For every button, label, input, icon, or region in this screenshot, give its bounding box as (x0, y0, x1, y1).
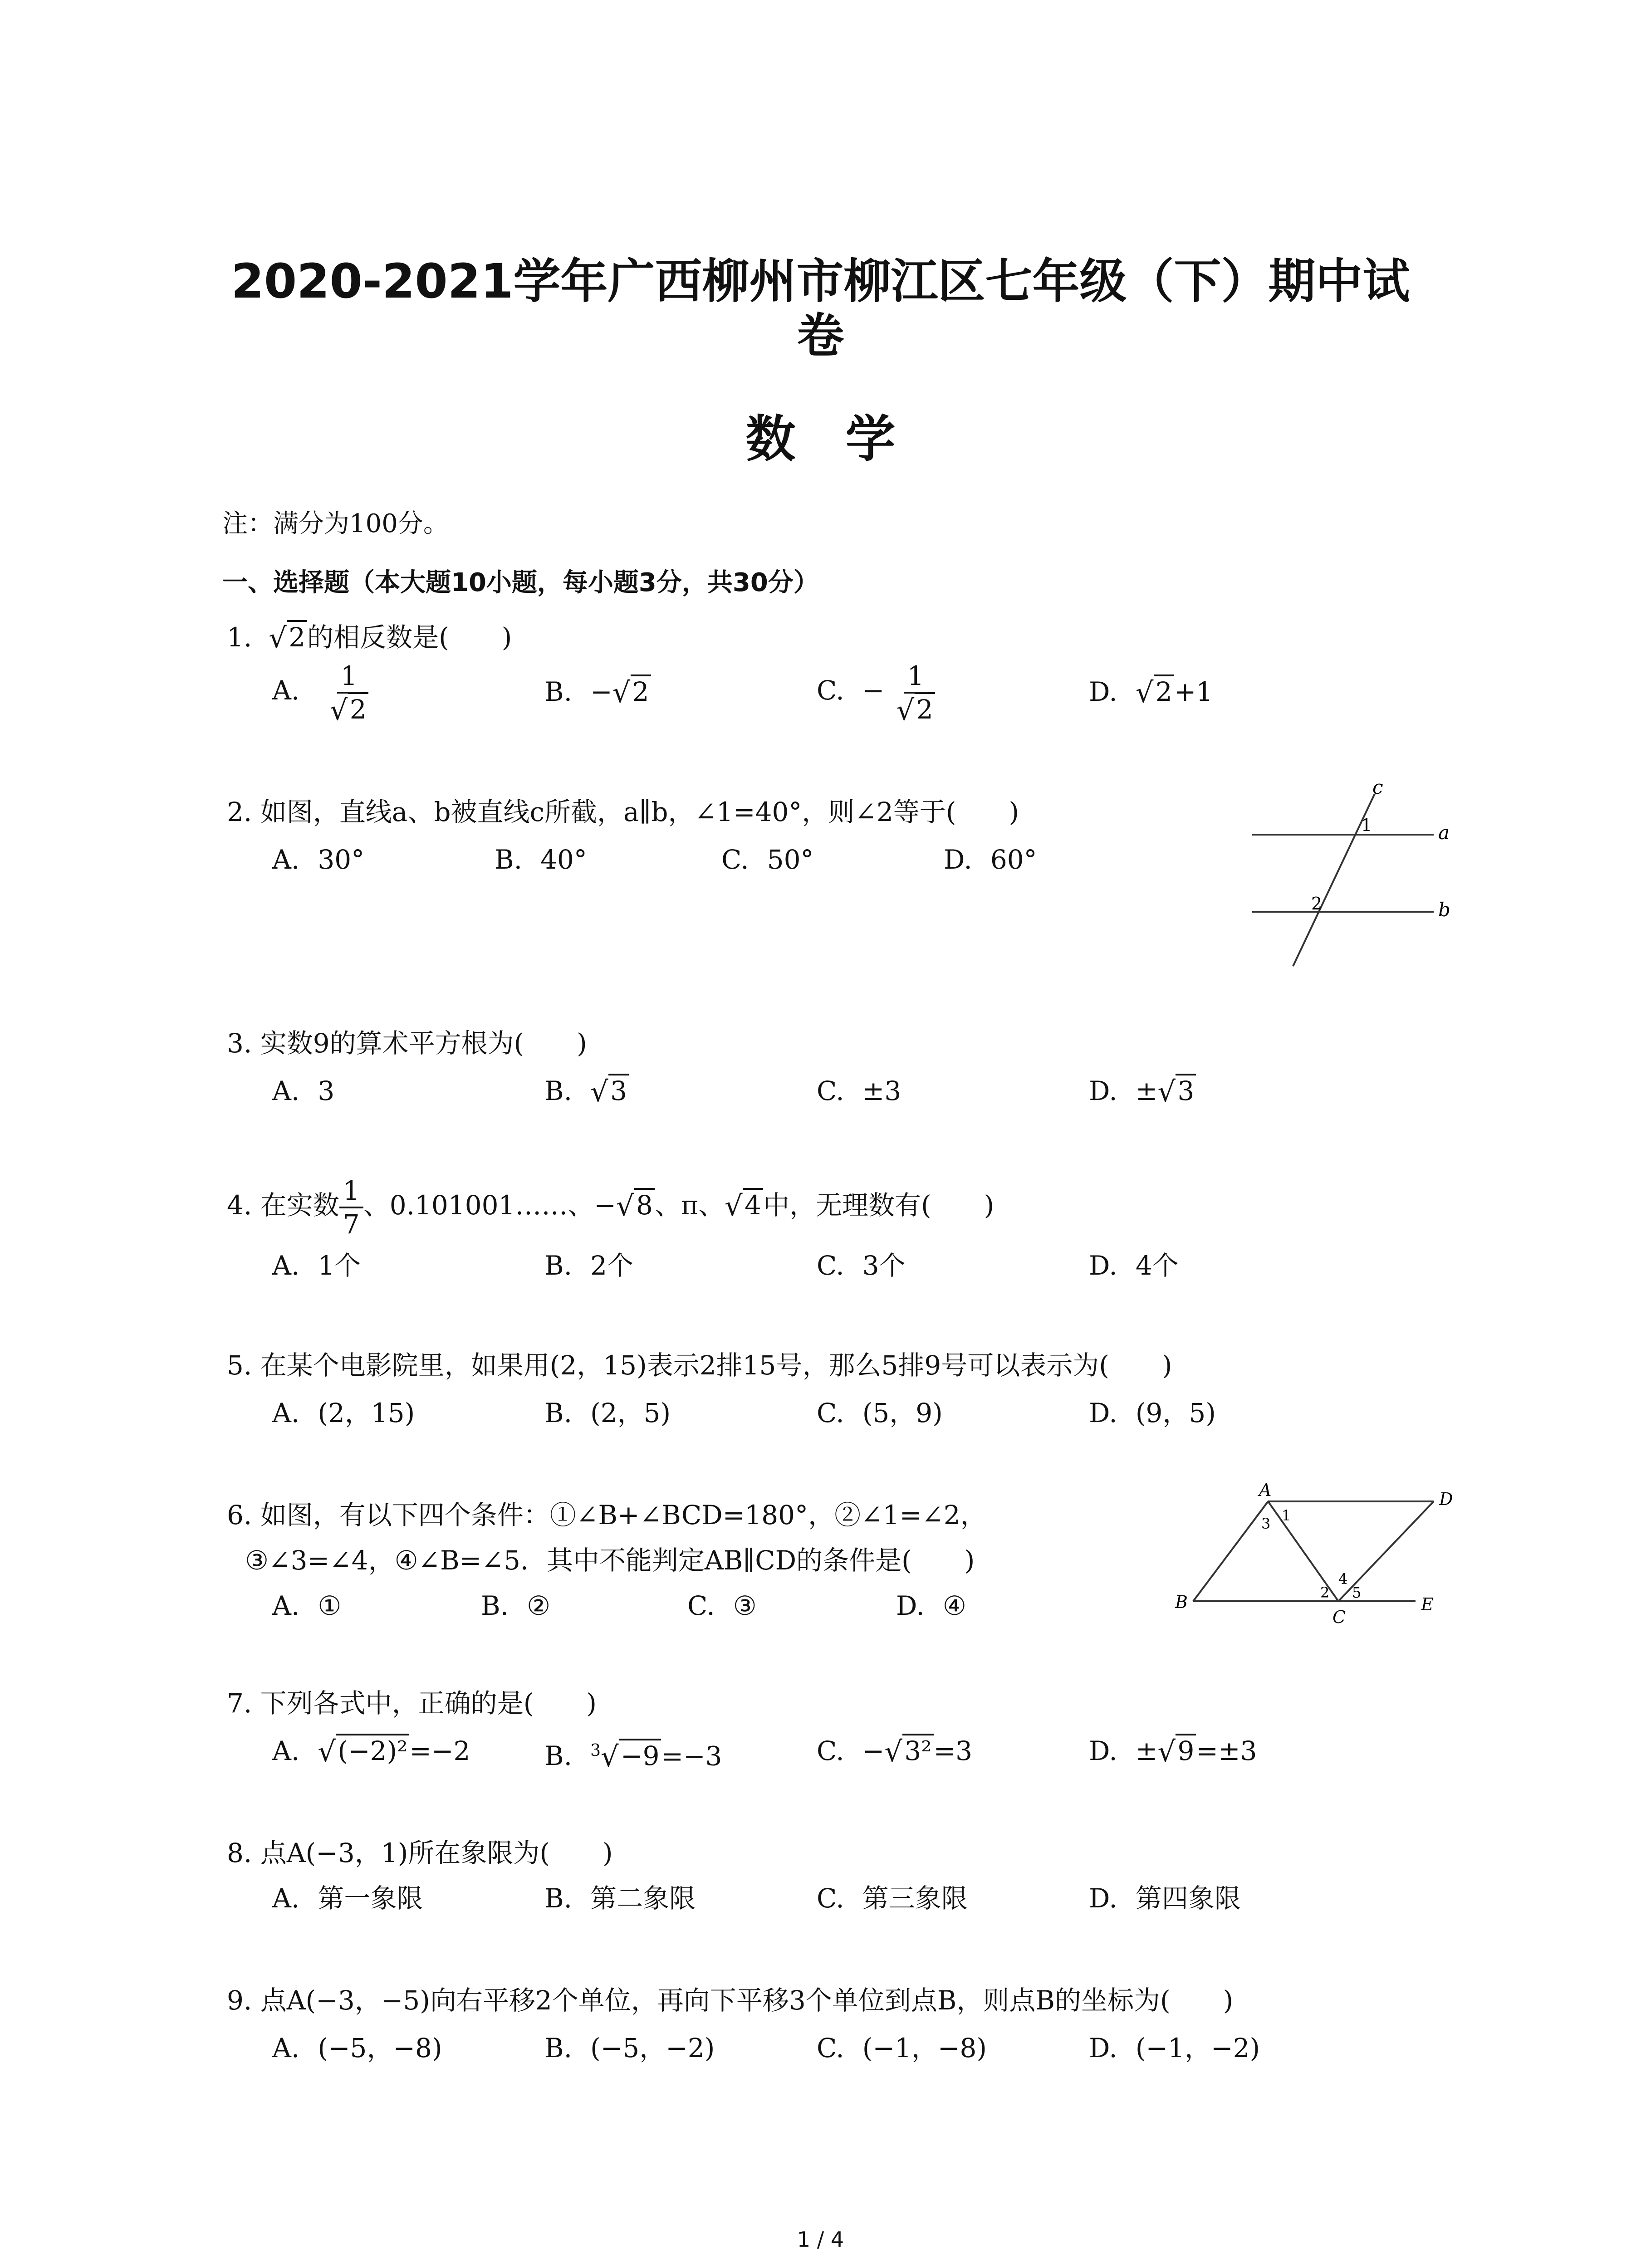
q1-option-a: A. 1 √ 2 (272, 660, 372, 725)
q4-option-b: B. 2个 (544, 1250, 633, 1281)
q1-stem: 的相反数是( ) (307, 622, 512, 653)
q6-option-d: D. ④ (896, 1590, 966, 1621)
vertex-a: A (1259, 1480, 1272, 1500)
q1-number: 1. (227, 622, 252, 653)
vertex-e: E (1421, 1594, 1434, 1614)
q6-figure-parallelogram (1171, 1479, 1488, 1628)
label-b: b (1438, 899, 1450, 921)
question-5: 5. 在某个电影院里，如果用(2，15)表示2排15号，那么5排9号可以表示为( ) (227, 1350, 1172, 1381)
q5-option-c: C. (5，9) (817, 1398, 943, 1428)
label-a: a (1438, 821, 1450, 844)
q9-option-b: B. (−5，−2) (544, 2033, 715, 2063)
subject-title: 数学 (745, 410, 945, 468)
question-7: 7. 下列各式中，正确的是( ) (227, 1688, 597, 1719)
q7-option-c: C. − √ 3²=3 (817, 1735, 972, 1767)
q4-option-d: D. 4个 (1089, 1250, 1179, 1281)
q2-option-c: C. 50° (721, 844, 814, 875)
q5-option-d: D. (9，5) (1089, 1398, 1216, 1428)
q1-option-c: C. − 1 √ 2 (817, 660, 939, 725)
section-heading: 一、选择题（本大题10小题，每小题3分，共30分） (222, 568, 819, 597)
question-4: 4. 在实数 $\frac{1}{7}$ 、0.101001……、− √ 8、π、 √ 4中，无理数有( ) (227, 1175, 994, 1240)
q6-option-c: C. ③ (687, 1590, 757, 1621)
question-6-line1: 6. 如图，有以下四个条件：①∠B+∠BCD=180°，②∠1=∠2， (227, 1500, 987, 1530)
vertex-b: B (1175, 1592, 1188, 1612)
q7-option-d: D. ± √ 9=±3 (1089, 1735, 1257, 1767)
q5-option-a: A. (2，15) (272, 1398, 415, 1428)
angle-2-label: 2 (1311, 894, 1323, 914)
q6-option-b: B. ② (481, 1590, 551, 1621)
note: 注：满分为100分。 (222, 509, 449, 538)
q1-option-b: B. − √ 2 (544, 676, 651, 708)
q2-option-b: B. 40° (495, 844, 587, 875)
q9-option-a: A. (−5，−8) (272, 2033, 442, 2063)
sqrt-symbol: √ 2 (269, 621, 307, 653)
angle-4-label: 4 (1338, 1570, 1348, 1588)
question-8: 8. 点A(−3，1)所在象限为( ) (227, 1838, 613, 1868)
q8-option-d: D. 第四象限 (1089, 1883, 1241, 1914)
q1-option-d: D. √ 2+1 (1089, 676, 1213, 708)
q5-option-b: B. (2，5) (544, 1398, 671, 1428)
exam-title-line1: 2020-2021学年广西柳州市柳江区七年级（下）期中试 (231, 254, 1410, 309)
label-c: c (1372, 780, 1383, 798)
question-9: 9. 点A(−3，−5)向右平移2个单位，再向下平移3个单位到点B，则点B的坐标为( ) (227, 1985, 1234, 2016)
angle-5-label: 5 (1352, 1584, 1362, 1601)
angle-3-label: 3 (1261, 1515, 1271, 1532)
q4-option-c: C. 3个 (817, 1250, 906, 1281)
vertex-c: C (1332, 1607, 1346, 1627)
question-3: 3. 实数9的算术平方根为( ) (227, 1028, 587, 1059)
q3-option-d: D. ± √ 3 (1089, 1075, 1196, 1107)
q3-option-c: C. ±3 (817, 1075, 901, 1106)
q3-option-a: A. 3 (272, 1075, 335, 1106)
q2-option-d: D. 60° (944, 844, 1037, 875)
q6-option-a: A. ① (272, 1590, 342, 1621)
q4-option-a: A. 1个 (272, 1250, 361, 1281)
exam-title-line2: 卷 (797, 308, 844, 363)
q2-figure-parallel-lines (1243, 780, 1461, 975)
q7-option-a: A. √ (−2)²=−2 (272, 1735, 470, 1767)
q9-option-c: C. (−1，−8) (817, 2033, 987, 2063)
q8-option-c: C. 第三象限 (817, 1883, 968, 1914)
q9-option-d: D. (−1，−2) (1089, 2033, 1260, 2063)
angle-2-label: 2 (1320, 1584, 1330, 1601)
q8-option-a: A. 第一象限 (272, 1883, 423, 1914)
vertex-d: D (1439, 1489, 1453, 1509)
q2-option-a: A. 30° (272, 844, 365, 875)
q8-option-b: B. 第二象限 (544, 1883, 696, 1914)
question-1 (227, 621, 512, 653)
question-2: 2. 如图，直线a、b被直线c所截，a∥b，∠1=40°，则∠2等于( ) (227, 797, 1019, 827)
question-6-line2: ③∠3=∠4，④∠B=∠5．其中不能判定AB∥CD的条件是( ) (245, 1545, 975, 1576)
angle-1-label: 1 (1361, 815, 1372, 835)
angle-1-label: 1 (1282, 1507, 1291, 1524)
page-number: 1 / 4 (797, 2227, 844, 2252)
q7-option-b: B. $^3$ √ −9=−3 (544, 1735, 722, 1772)
q3-option-b: B. √ 3 (544, 1075, 629, 1107)
